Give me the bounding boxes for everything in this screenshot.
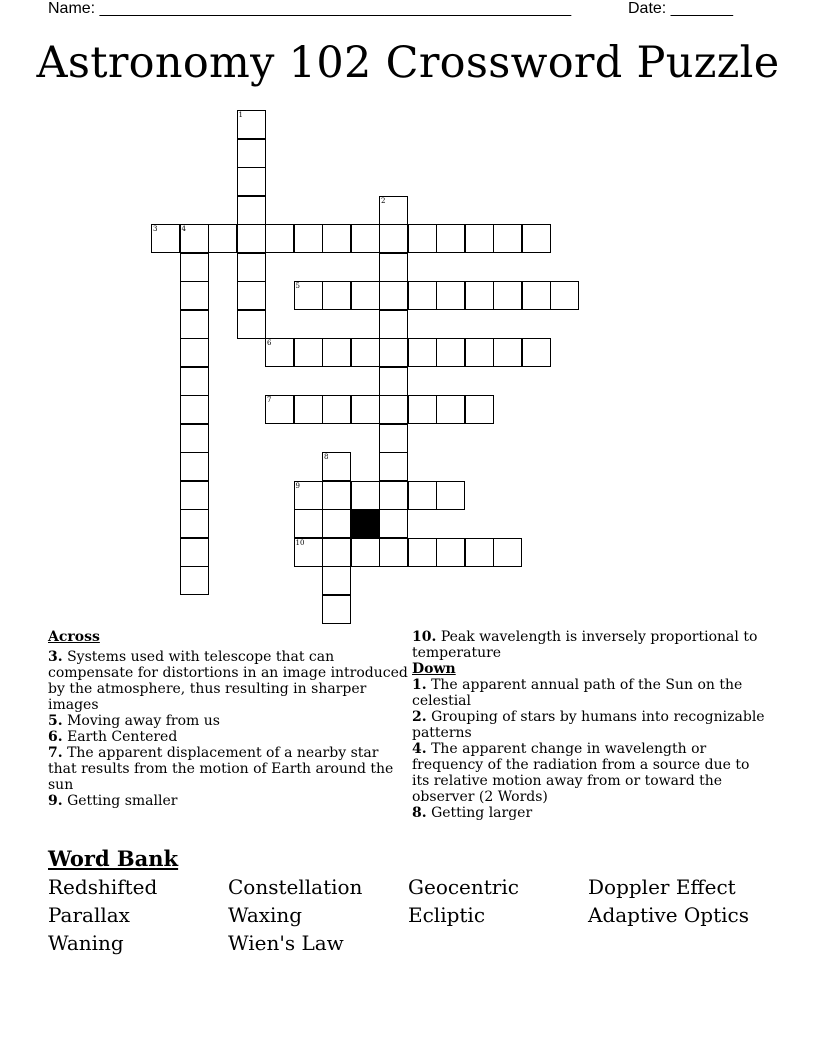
grid-cell[interactable] [408, 224, 437, 253]
grid-cell[interactable] [522, 224, 551, 253]
clue-down-2 [412, 709, 767, 741]
clue-down-8 [412, 805, 767, 821]
grid-cell[interactable] [351, 538, 380, 567]
clue-text: Getting smaller [67, 793, 178, 809]
grid-cell[interactable] [294, 538, 323, 567]
grid-cell[interactable] [351, 281, 380, 310]
grid-cell[interactable] [322, 538, 351, 567]
grid-cell[interactable] [151, 224, 180, 253]
grid-cell[interactable] [465, 224, 494, 253]
clue-text: The apparent change in wavelength or frequency of the radiation from a source due to its relative motion away from or toward the observer (2 Words) [412, 741, 750, 805]
clue-down-1 [412, 677, 767, 709]
clue-across-3 [48, 649, 408, 713]
word-bank-word: Parallax [48, 903, 130, 927]
grid-cell[interactable] [436, 538, 465, 567]
grid-cell[interactable] [322, 566, 351, 595]
cell-number: 7 [267, 396, 272, 404]
grid-cell[interactable] [465, 281, 494, 310]
grid-cell[interactable] [237, 196, 266, 225]
clue-across-9 [48, 793, 408, 809]
grid-cell[interactable] [379, 481, 408, 510]
grid-cell[interactable] [379, 424, 408, 453]
cell-number: 1 [238, 111, 243, 119]
grid-cell[interactable] [379, 538, 408, 567]
grid-cell[interactable] [294, 481, 323, 510]
cell-number: 9 [295, 481, 300, 490]
clue-text: Grouping of stars by humans into recognizable patterns [412, 709, 765, 741]
down-heading: Down [412, 661, 456, 677]
grid-cell[interactable] [493, 224, 522, 253]
clue-number: 3. [48, 649, 63, 665]
grid-cell[interactable] [408, 281, 437, 310]
grid-cell[interactable] [379, 253, 408, 282]
cell-number: 3 [153, 225, 158, 233]
word-bank-word: Adaptive Optics [588, 903, 749, 927]
clue-across-6 [48, 729, 408, 745]
grid-cell[interactable] [237, 281, 266, 310]
grid-cell[interactable] [322, 224, 351, 253]
grid-cell[interactable] [180, 424, 209, 453]
grid-cell[interactable] [351, 224, 380, 253]
grid-cell[interactable] [180, 310, 209, 339]
grid-cell[interactable] [379, 452, 408, 481]
grid-cell[interactable] [208, 224, 237, 253]
grid-cell[interactable] [379, 509, 408, 538]
word-bank-word: Geocentric [408, 875, 519, 899]
grid-cell[interactable] [237, 139, 266, 168]
grid-cell[interactable] [265, 224, 294, 253]
clue-text: Moving away from us [67, 713, 220, 729]
grid-cell[interactable] [180, 395, 209, 424]
grid-cell[interactable] [322, 509, 351, 538]
grid-cell[interactable] [436, 224, 465, 253]
clue-number: 1. [412, 677, 427, 693]
grid-cell[interactable] [237, 224, 266, 253]
grid-cell[interactable] [408, 481, 437, 510]
clue-number: 9. [48, 793, 63, 809]
black-cell [351, 509, 380, 538]
cell-number: 6 [267, 339, 272, 347]
word-bank-word: Waxing [228, 903, 303, 927]
clues-column-right [412, 629, 767, 821]
grid-cell[interactable] [237, 110, 266, 139]
grid-cell[interactable] [408, 538, 437, 567]
grid-cell[interactable] [180, 281, 209, 310]
cell-number: 8 [324, 453, 329, 461]
grid-cell[interactable] [180, 253, 209, 282]
grid-cell[interactable] [180, 538, 209, 567]
grid-cell[interactable] [237, 310, 266, 339]
grid-cell[interactable] [408, 395, 437, 424]
grid-cell[interactable] [351, 338, 380, 367]
grid-cell[interactable] [465, 538, 494, 567]
name-field-label[interactable]: Name: _____________________________________________________ [48, 0, 572, 17]
grid-cell[interactable] [294, 281, 323, 310]
grid-cell[interactable] [436, 281, 465, 310]
grid-cell[interactable] [436, 481, 465, 510]
clue-text: The apparent annual path of the Sun on the celestial [412, 677, 743, 709]
grid-cell[interactable] [436, 395, 465, 424]
grid-cell[interactable] [294, 338, 323, 367]
grid-cell[interactable] [493, 538, 522, 567]
word-bank-word: Redshifted [48, 875, 158, 899]
grid-cell[interactable] [379, 310, 408, 339]
grid-cell[interactable] [322, 452, 351, 481]
grid-cell[interactable] [180, 481, 209, 510]
grid-cell[interactable] [294, 224, 323, 253]
word-bank-word: Wien's Law [228, 931, 344, 955]
grid-cell[interactable] [379, 367, 408, 396]
word-bank-word: Constellation [228, 875, 363, 899]
cell-number: 4 [181, 225, 186, 233]
grid-cell[interactable] [322, 595, 351, 624]
date-field-label[interactable]: Date: _______ [628, 0, 733, 17]
clue-across-10 [412, 629, 767, 661]
clue-down-4 [412, 741, 767, 805]
clue-across-5 [48, 713, 408, 729]
clue-number: 7. [48, 745, 63, 761]
grid-cell[interactable] [379, 338, 408, 367]
grid-cell[interactable] [180, 338, 209, 367]
grid-cell[interactable] [180, 509, 209, 538]
grid-cell[interactable] [351, 395, 380, 424]
grid-cell[interactable] [180, 224, 209, 253]
clue-text: Getting larger [431, 805, 533, 821]
grid-cell[interactable] [493, 338, 522, 367]
clue-number: 8. [412, 805, 427, 821]
grid-cell[interactable] [180, 566, 209, 595]
grid-cell[interactable] [237, 253, 266, 282]
grid-cell[interactable] [180, 367, 209, 396]
grid-cell[interactable] [522, 281, 551, 310]
clue-number: 5. [48, 713, 63, 729]
grid-cell[interactable] [522, 338, 551, 367]
grid-cell[interactable] [436, 338, 465, 367]
grid-cell[interactable] [465, 338, 494, 367]
grid-cell[interactable] [351, 481, 380, 510]
grid-cell[interactable] [379, 196, 408, 225]
grid-cell[interactable] [322, 338, 351, 367]
clue-number: 6. [48, 729, 63, 745]
clue-text: Earth Centered [67, 729, 178, 745]
grid-cell[interactable] [493, 281, 522, 310]
grid-cell[interactable] [322, 395, 351, 424]
clue-text: Peak wavelength is inversely proportional to temperature [412, 629, 758, 661]
grid-cell[interactable] [294, 509, 323, 538]
clue-text: The apparent displacement of a nearby star that results from the motion of Earth around the sun [48, 745, 394, 793]
word-bank-word: Ecliptic [408, 903, 486, 927]
grid-cell[interactable] [180, 452, 209, 481]
word-bank-word: Doppler Effect [588, 875, 736, 899]
grid-cell[interactable] [408, 338, 437, 367]
grid-cell[interactable] [379, 281, 408, 310]
grid-cell[interactable] [265, 395, 294, 424]
clue-number: 2. [412, 709, 427, 725]
header [48, 0, 748, 20]
grid-cell[interactable] [379, 224, 408, 253]
clue-number: 4. [412, 741, 427, 757]
grid-cell[interactable] [550, 281, 579, 310]
clues-column-left [48, 629, 408, 809]
word-bank-title: Word Bank [48, 846, 179, 871]
across-heading: Across [48, 629, 100, 645]
grid-cell[interactable] [322, 281, 351, 310]
grid-cell[interactable] [322, 481, 351, 510]
word-bank-word: Waning [48, 931, 124, 955]
clue-across-7 [48, 745, 408, 793]
grid-cell[interactable] [294, 395, 323, 424]
grid-cell[interactable] [465, 395, 494, 424]
clue-text: Systems used with telescope that can compensate for distortions in an image introduced by the atmosphere, thus resulting in sharper images [48, 649, 408, 713]
clue-number: 10. [412, 629, 437, 645]
grid-cell[interactable] [379, 395, 408, 424]
grid-cell[interactable] [265, 338, 294, 367]
cell-number: 10 [295, 538, 305, 547]
cell-number: 5 [295, 282, 300, 290]
page-title: Astronomy 102 Crossword Puzzle [36, 38, 780, 88]
grid-cell[interactable] [237, 167, 266, 196]
cell-number: 2 [381, 196, 386, 205]
